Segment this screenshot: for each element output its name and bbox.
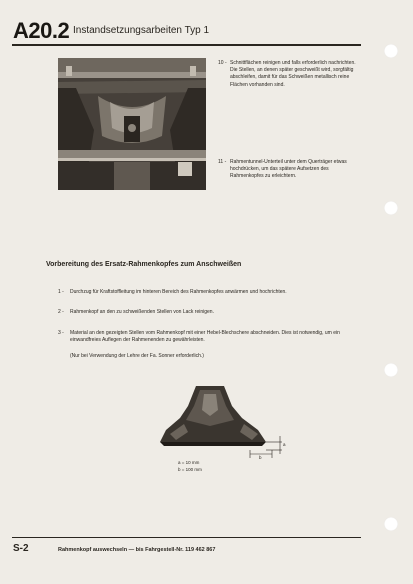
step-text: Rahmentunnel-Unterteil unter dem Querträger etwas hochdrücken, um das spätere Aufsetzen des Rahmenkopfes zu erleichtern. [230, 159, 347, 180]
section-title: Instandsetzungsarbeiten Typ 1 [73, 25, 210, 36]
preparation-item [58, 309, 368, 316]
item-number: 3 - [58, 330, 64, 336]
item-text: Rahmenkopf an den zu schweißenden Stellen von Lack reinigen. [70, 309, 214, 315]
preparation-note: (Nur bei Verwendung der Lehre der Fa. Sonner erforderlich.) [70, 353, 204, 359]
frame-head-drawing-art [140, 380, 290, 470]
item-text: Material an den gezeigten Stellen vom Rahmenkopf mit einer Hebel-Blechschere abschneiden. Dies ist notwendig, um ein einwandfreies Auflegen der Rahmenenden zu gewährleisten. [70, 330, 340, 344]
preparation-item [58, 330, 368, 344]
legend-b: b = 100 mm [178, 467, 202, 472]
step-number: 10 - [218, 60, 227, 66]
binder-punch-hole [384, 201, 398, 215]
header-rule [12, 44, 361, 46]
frame-underside-photo-art [58, 58, 206, 190]
binder-punch-hole [384, 44, 398, 58]
step-10 [218, 60, 361, 89]
step-text: Schnittflächen reinigen und falls erforderlich nachrichten. Die Stellen, an denen später geschweißt wird, sorgfältig abschleifen, damit für das Schweißen metallisch reine Flächen vorhanden sind. [230, 60, 356, 88]
dimension-legend [178, 459, 202, 473]
dimension-label-a: a [283, 442, 286, 447]
footer-text: Rahmenkopf auswechseln — bis Fahrgestell-Nr. 119 462 867 [58, 547, 216, 553]
step-number: 11 - [218, 159, 227, 165]
binder-punch-hole [384, 517, 398, 531]
legend-a: a = 10 mm [178, 460, 200, 465]
footer-rule [12, 537, 361, 538]
frame-head-drawing [140, 380, 290, 470]
step-11 [218, 159, 361, 181]
item-number: 1 - [58, 289, 64, 295]
page-number: S-2 [13, 543, 29, 554]
binder-punch-hole [384, 363, 398, 377]
preparation-item [58, 289, 368, 296]
item-number: 2 - [58, 309, 64, 315]
dimension-label-b: b [259, 455, 262, 460]
section-code: A20.2 [13, 18, 70, 43]
frame-underside-photo [58, 58, 206, 190]
preparation-heading: Vorbereitung des Ersatz-Rahmenkopfes zum Anschweißen [46, 261, 242, 268]
item-text: Durchzug für Kraftstoffleitung im hinteren Bereich des Rahmenkopfes anwärmen und hochrichten. [70, 289, 287, 295]
